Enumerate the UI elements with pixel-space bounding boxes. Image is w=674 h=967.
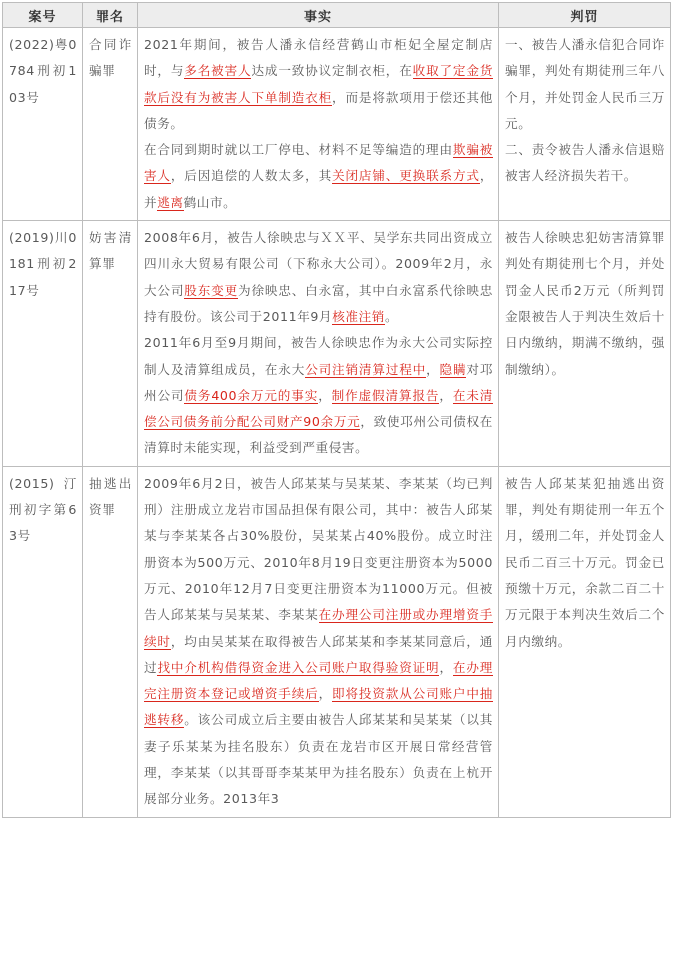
header-case-no: 案号 <box>3 3 83 28</box>
fact-text: 对邛州公司 <box>144 361 494 403</box>
fact-text: 2008年6月，被告人徐映忠与ＸＸ平、吴学东共同出资成立四川永大贸易有限公司（下称永大公司）。2009年2月，永大公司 <box>144 230 493 298</box>
highlighted-text: 隐瞒 <box>439 361 467 377</box>
crime-cell: 妨害清算罪 <box>83 221 138 467</box>
fact-text: 达成一致协议定制衣柜，在 <box>251 63 413 79</box>
verdict-paragraph: 二、责令被告人潘永信退赔被害人经济损失若干。 <box>505 142 665 184</box>
facts-paragraph <box>144 137 493 216</box>
facts-cell <box>138 221 499 467</box>
verdict-paragraph: 被告人徐映忠犯妨害清算罪判处有期徒刑七个月，并处罚金人民币2万元（所判罚金限被告人于判决生效后十日内缴纳，期满不缴纳，强制缴纳）。 <box>505 230 665 377</box>
verdict-paragraph: 被告人邱某某犯抽逃出资罪，判处有期徒刑一年五个月，缓刑二年，并处罚金人民币二百三十万元。罚金已预缴十万元，余款二百二十万元限于本判决生效后二个月内缴纳。 <box>505 475 665 649</box>
highlighted-text: 债务400余万元的事实 <box>184 387 319 403</box>
fact-text: 。该公司成立后主要由被告人邱某某和吴某某（以其妻子乐某某为挂名股东）负责在龙岩市区开展日常经营管理，李某某（以其哥哥李某某甲为挂名股东）负责在上杭开展部分业务。2013年3 <box>144 712 493 807</box>
case-number-cell: (2015)汀刑初字第63号 <box>3 466 83 817</box>
fact-text: 。 <box>384 308 399 324</box>
highlighted-text: 关闭店铺、更换联系方式 <box>332 168 480 184</box>
fact-text: 鹤山市。 <box>183 194 237 210</box>
crime-cell: 合同诈骗罪 <box>83 28 138 221</box>
facts-paragraph <box>144 225 493 330</box>
fact-text: ，后因追偿的人数太多，其 <box>170 168 333 184</box>
judgment-comparison-table <box>2 2 671 818</box>
fact-text: 2021年期间，被告人潘永信经营鹤山市柜妃全屋定制店时，与 <box>144 37 493 79</box>
highlighted-text: 在办理完注册资本登记或增资手续后 <box>144 659 493 702</box>
facts-cell <box>138 466 499 817</box>
fact-text: ， <box>439 659 453 675</box>
case-number-cell: (2022)粤0784刑初103号 <box>3 28 83 221</box>
highlighted-text: 欺骗被害人 <box>144 142 493 184</box>
crime-cell: 抽逃出资罪 <box>83 466 138 817</box>
table-row <box>3 221 671 467</box>
table-header-row <box>3 3 671 28</box>
fact-text: ， <box>426 361 440 377</box>
fact-text: 在合同到期时就以工厂停电、材料不足等编造的理由 <box>144 142 453 158</box>
fact-text: ，而是将款项用于偿还其他债务。 <box>144 89 493 131</box>
facts-paragraph <box>144 471 493 813</box>
fact-text: ， <box>318 686 333 702</box>
fact-text: ，并 <box>144 168 494 210</box>
case-number-cell: (2019)川0181刑初217号 <box>3 221 83 467</box>
fact-text: 2011年6月至9月期间，被告人徐映忠作为永大公司实际控制人及清算组成员，在永大 <box>144 335 493 377</box>
highlighted-text: 公司注销清算过程中 <box>305 361 427 377</box>
fact-text: 为徐映忠、白永富，其中白永富系代徐映忠持有股份。该公司于2011年9月 <box>144 282 493 324</box>
verdict-paragraph: 一、被告人潘永信犯合同诈骗罪，判处有期徒刑三年八个月，并处罚金人民币三万元。 <box>505 37 665 131</box>
fact-text: ， <box>318 387 332 403</box>
highlighted-text: 收取了定金货款后没有为被害人下单制造衣柜 <box>144 63 493 105</box>
highlighted-text: 制作虚假清算报告 <box>331 387 440 403</box>
table-row <box>3 28 671 221</box>
highlighted-text: 逃离 <box>157 194 184 210</box>
facts-paragraph <box>144 32 493 137</box>
facts-cell <box>138 28 499 221</box>
facts-paragraph <box>144 330 493 461</box>
verdict-cell <box>499 466 671 817</box>
verdict-cell <box>499 28 671 221</box>
highlighted-text: 在办理公司注册或办理增资手续时 <box>144 607 493 649</box>
highlighted-text: 核准注销 <box>332 308 385 324</box>
fact-text: ，均由吴某某在取得被告人邱某某和李某某同意后，通过 <box>144 633 494 675</box>
fact-text: ，致使邛州公司债权在清算时未能实现，利益受到严重侵害。 <box>144 414 494 456</box>
highlighted-text: 多名被害人 <box>184 63 252 79</box>
fact-text: 2009年6月2日，被告人邱某某与吴某某、李某某（均已判刑）注册成立龙岩市国品担保有限公司，其中：被告人邱某某与李某某各占30%股份，吴某某占40%股份。成立时注册资本为500万元、2010年8月19日变更注册资本为5000万元、2010年12月7日变更注册资本为11000万元。但被告人邱某某与吴某某、李某某 <box>144 475 493 623</box>
verdict-cell <box>499 221 671 467</box>
header-verdict: 判罚 <box>499 3 671 28</box>
highlighted-text: 股东变更 <box>184 282 239 298</box>
highlighted-text: 在未清偿公司债务前分配公司财产90余万元 <box>144 387 493 430</box>
fact-text: ， <box>439 387 453 403</box>
highlighted-text: 即将投资款从公司账户中抽逃转移 <box>144 686 493 728</box>
table-row <box>3 466 671 817</box>
header-crime: 罪名 <box>83 3 138 28</box>
header-facts: 事实 <box>138 3 499 28</box>
highlighted-text: 找中介机构借得资金进入公司账户取得验资证明 <box>157 659 440 675</box>
